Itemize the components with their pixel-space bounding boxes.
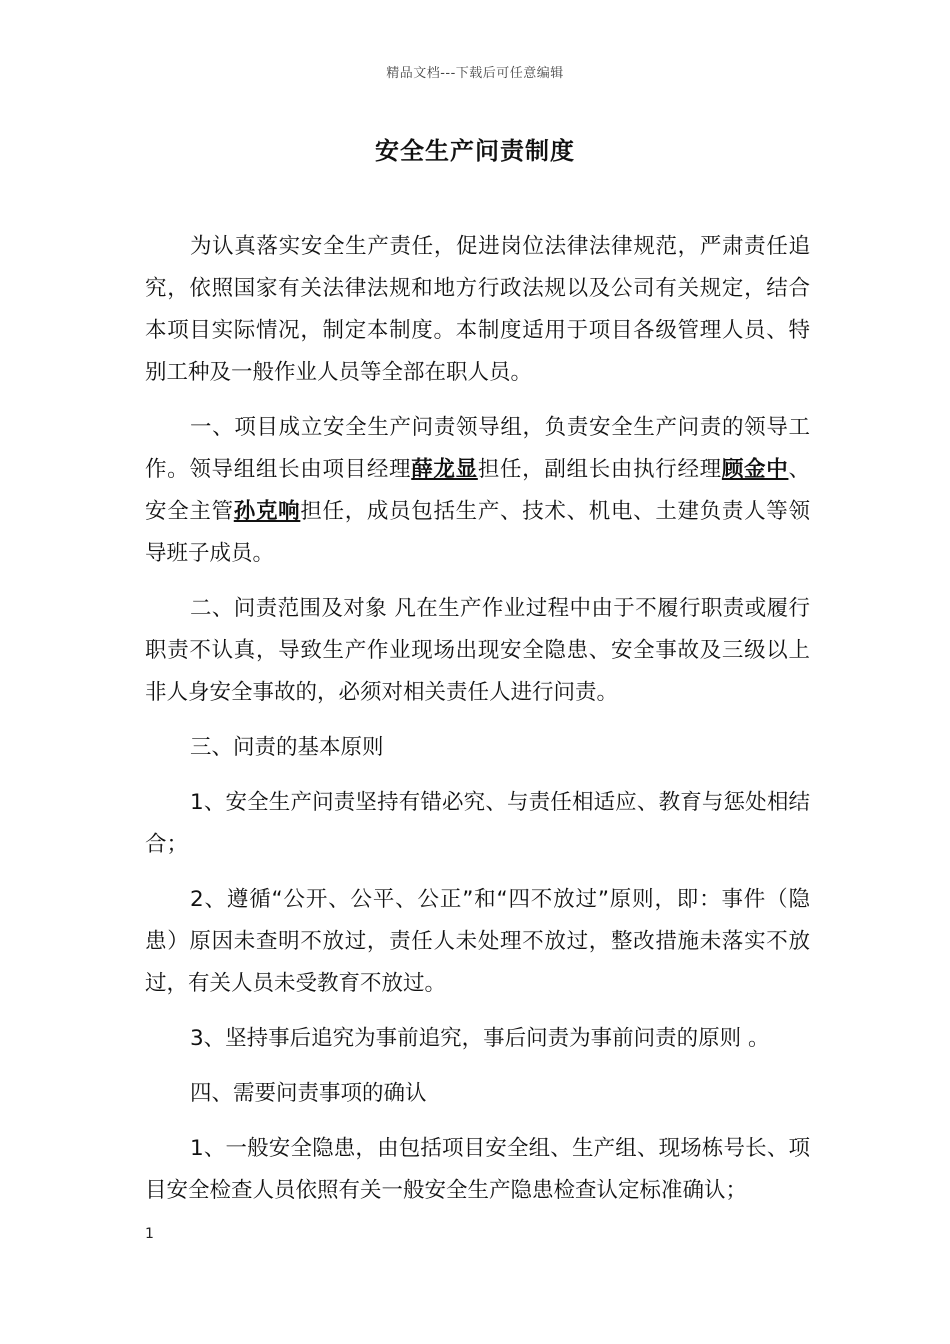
paragraph-intro: 为认真落实安全生产责任，促进岗位法律法律规范，严肃责任追究，依照国家有关法律法规和地方行政法规以及公司有关规定，结合本项目实际情况，制定本制度。本制度适用于项目各级管理人员、特别工种及一般作业人员等全部在职人员。: [145, 234, 810, 385]
paragraph-section-3-item-3: 3、坚持事后追究为事前追究，事后问责为事前问责的原则 。: [190, 1026, 770, 1051]
safety-supervisor-name: 孙克响: [233, 499, 301, 524]
section-1-text-a: 一、项目成立安全生产问责领导组，负责安全生产问责的领导工作。领导组组长由项目经理: [145, 415, 810, 482]
paragraph-section-1: [145, 407, 810, 575]
document-title: 安全生产问责制度: [375, 137, 575, 165]
section-1-text-b: 担任，副组长由执行经理: [477, 457, 722, 482]
leader-name: 薛龙显: [411, 457, 478, 482]
page-number: 1: [145, 1226, 154, 1242]
document-body: [145, 226, 810, 1225]
paragraph-section-4-item-1: 1、一般安全隐患，由包括项目安全组、生产组、现场栋号长、项目安全检查人员依照有关一般安全生产隐患检查认定标准确认；: [145, 1136, 810, 1203]
section-4-heading: 四、需要问责事项的确认: [190, 1081, 427, 1106]
section-1-text-c: 、安全主管: [145, 457, 810, 524]
paragraph-section-2: 二、问责范围及对象 凡在生产作业过程中由于不履行职责或履行职责不认真，导致生产作业现场出现安全隐患、安全事故及三级以上非人身安全事故的，必须对相关责任人进行问责。: [145, 596, 810, 705]
paragraph-section-3-item-1: 1、安全生产问责坚持有错必究、与责任相适应、教育与惩处相结合；: [145, 790, 810, 857]
paragraph-section-3-item-2: 2、遵循“公开、公平、公正”和“四不放过”原则，即：事件（隐患）原因未查明不放过，责任人未处理不放过，整改措施未落实不放过，有关人员未受教育不放过。: [145, 887, 810, 996]
deputy-leader-name: 顾金中: [721, 457, 789, 482]
section-3-heading: 三、问责的基本原则: [190, 735, 384, 760]
header-note: 精品文档---下载后可任意编辑: [386, 66, 564, 81]
section-1-text-d: 担任，成员包括生产、技术、机电、土建负责人等领导班子成员。: [145, 499, 810, 566]
